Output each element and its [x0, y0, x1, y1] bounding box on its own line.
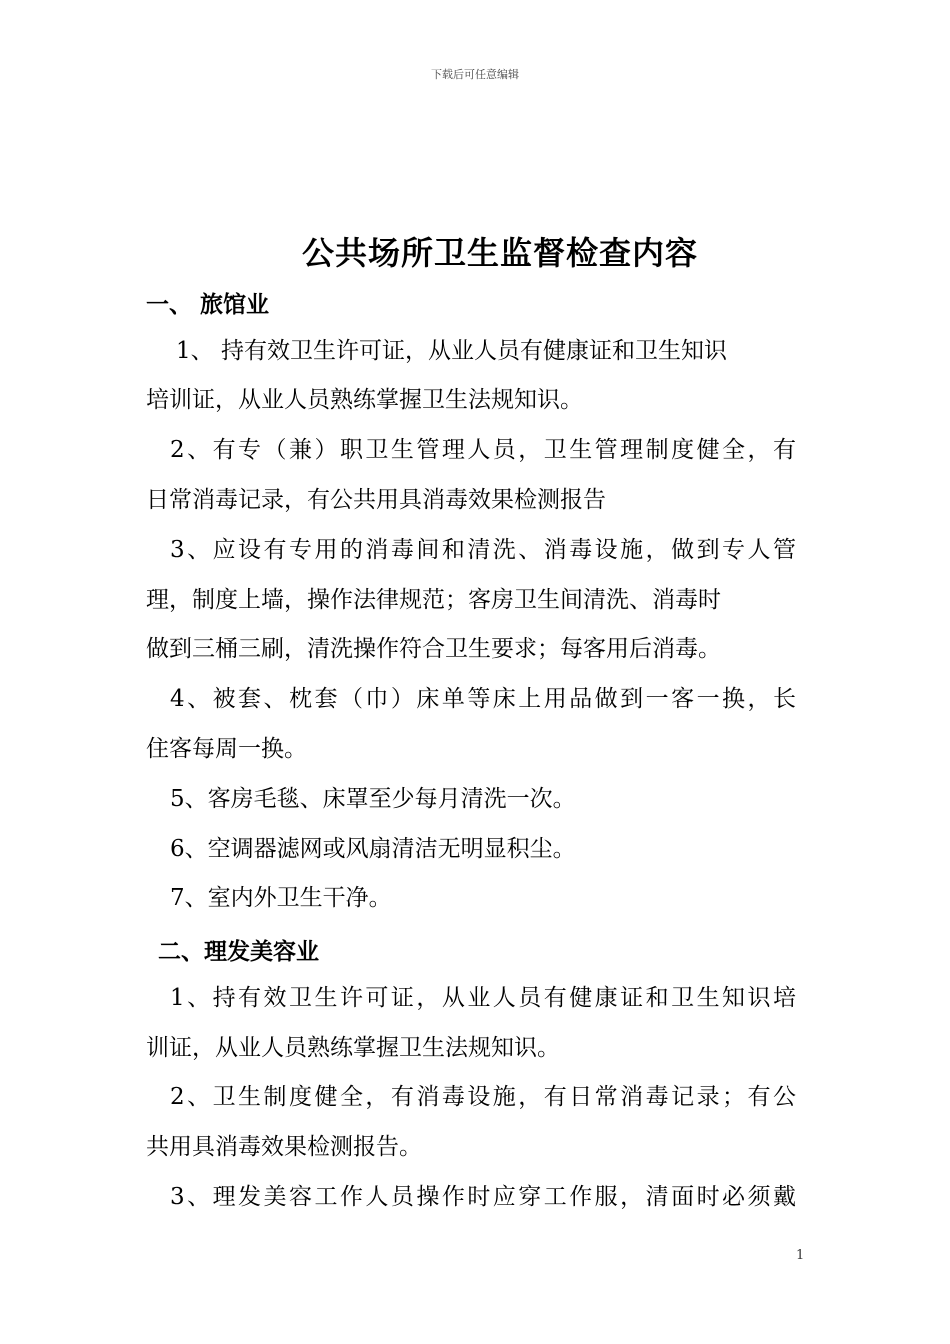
paragraph-line: 3、理发美容工作人员操作时应穿工作服，清面时必须戴 — [170, 1184, 796, 1210]
paragraph-line: 1、持有效卫生许可证，从业人员有健康证和卫生知识培 — [170, 985, 796, 1011]
paragraph-line: 5、客房毛毯、床罩至少每月清洗一次。 — [170, 786, 576, 812]
paragraph-line: 日常消毒记录，有公共用具消毒效果检测报告 — [146, 487, 606, 513]
paragraph-line: 3、应设有专用的消毒间和清洗、消毒设施，做到专人管 — [170, 537, 796, 563]
page-number: 1 — [796, 1248, 805, 1263]
paragraph-line: 共用具消毒效果检测报告。 — [146, 1134, 422, 1160]
section-heading-salon: 二、理发美容业 — [158, 939, 319, 965]
paragraph-line: 培训证，从业人员熟练掌握卫生法规知识。 — [146, 387, 583, 413]
paragraph-line: 2、有专（兼）职卫生管理人员，卫生管理制度健全，有 — [170, 437, 796, 463]
page-title: 公共场所卫生监督检查内容 — [301, 234, 698, 272]
section-heading-hotel: 一、 旅馆业 — [146, 292, 270, 318]
paragraph-line: 6、空调器滤网或风扇清洁无明显积尘。 — [170, 836, 576, 862]
paragraph-line: 住客每周一换。 — [146, 736, 307, 762]
header-note: 下载后可任意编辑 — [431, 68, 519, 81]
paragraph-line: 训证，从业人员熟练掌握卫生法规知识。 — [146, 1035, 560, 1061]
paragraph-line: 4、被套、枕套（巾）床单等床上用品做到一客一换，长 — [170, 686, 796, 712]
paragraph-line: 7、室内外卫生干净。 — [170, 885, 392, 911]
paragraph-line: 1、 持有效卫生许可证，从业人员有健康证和卫生知识 — [176, 338, 727, 364]
paragraph-line: 理，制度上墙，操作法律规范；客房卫生间清洗、消毒时 — [146, 587, 721, 613]
paragraph-line: 2、卫生制度健全，有消毒设施，有日常消毒记录；有公 — [170, 1084, 796, 1110]
paragraph-line: 做到三桶三刷，清洗操作符合卫生要求；每客用后消毒。 — [146, 636, 721, 662]
